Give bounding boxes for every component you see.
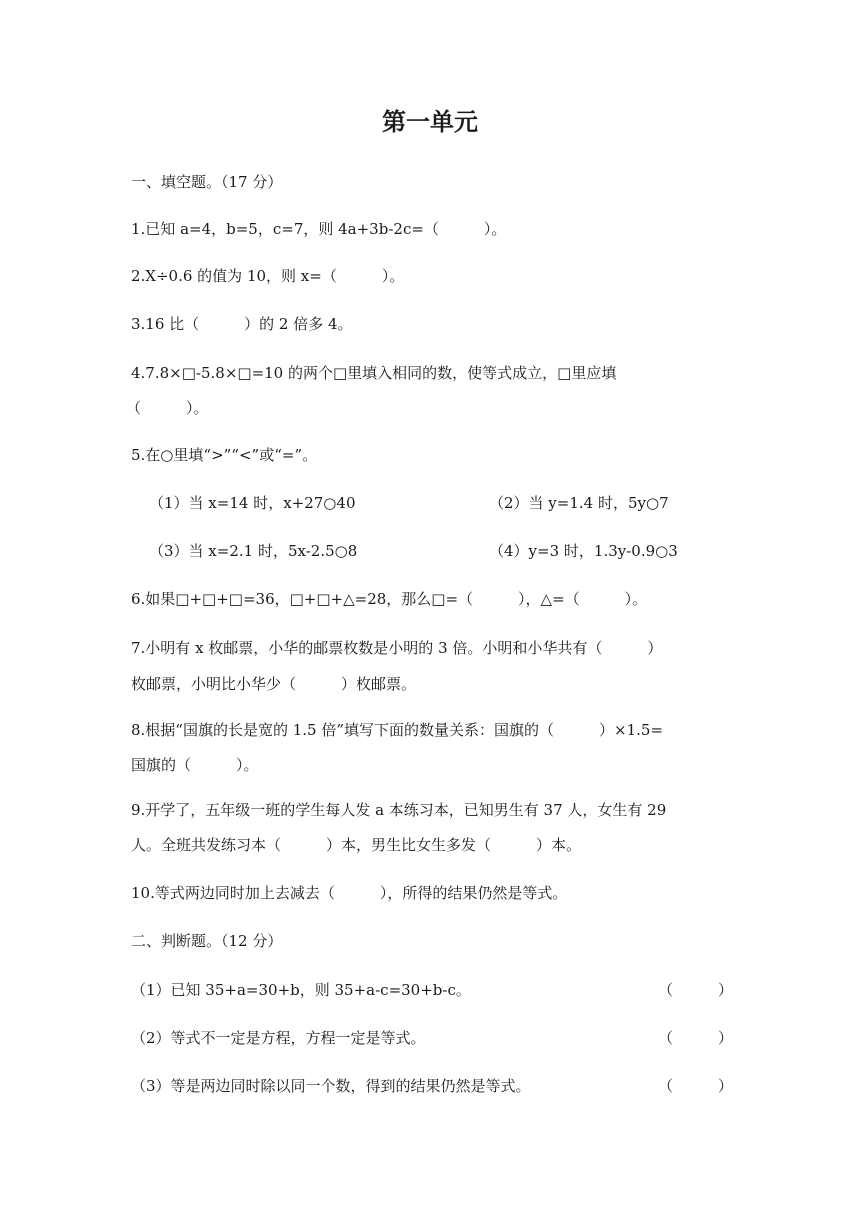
question-4-line-2: （ ）。 (126, 399, 209, 417)
section-heading-fill-in: 一、填空题。（17 分） (131, 173, 283, 191)
question-8-line-1: 8.根据“国旗的长是宽的 1.5 倍”填写下面的数量关系：国旗的（ ）×1.5= (131, 721, 664, 739)
question-8-line-2: 国旗的（ ）。 (131, 756, 259, 774)
question-3: 3.16 比（ ）的 2 倍多 4。 (131, 315, 353, 333)
question-7-line-1: 7.小明有 x 枚邮票，小华的邮票枚数是小明的 3 倍。小明和小华共有（ ） (131, 639, 663, 657)
question-5: 5.在○里填“>”“<”或“=”。 (131, 446, 318, 464)
question-5-item-1: （1）当 x=14 时，x+27○40 (149, 494, 356, 512)
question-7-line-2: 枚邮票，小明比小华少（ ）枚邮票。 (131, 675, 417, 693)
question-10: 10.等式两边同时加上去减去（ ），所得的结果仍然是等式。 (131, 884, 568, 902)
question-9-line-1: 9.开学了，五年级一班的学生每人发 a 本练习本，已知男生有 37 人，女生有 29 (131, 801, 667, 819)
question-6: 6.如果□+□+□=36，□+□+△=28，那么□=（ ），△=（ ）。 (131, 590, 648, 608)
question-5-item-4: （4）y=3 时，1.3y-0.9○3 (489, 542, 678, 560)
judge-item-3-answer: （ ） (658, 1077, 734, 1095)
question-5-item-3: （3）当 x=2.1 时，5x-2.5○8 (149, 542, 358, 560)
judge-item-3: （3）等是两边同时除以同一个数，得到的结果仍然是等式。 (131, 1077, 531, 1095)
page-title: 第一单元 (382, 107, 478, 136)
section-heading-true-false: 二、判断题。（12 分） (131, 932, 283, 950)
question-4-line-1: 4.7.8×□-5.8×□=10 的两个□里填入相同的数，使等式成立，□里应填 (131, 364, 617, 382)
judge-item-1: （1）已知 35+a=30+b，则 35+a-c=30+b-c。 (131, 981, 471, 999)
question-1: 1.已知 a=4，b=5，c=7，则 4a+3b-2c=（ ）。 (131, 220, 507, 238)
question-5-item-2: （2）当 y=1.4 时，5y○7 (489, 494, 669, 512)
question-2: 2.X÷0.6 的值为 10，则 x=（ ）。 (131, 267, 405, 285)
question-9-line-2: 人。全班共发练习本（ ）本，男生比女生多发（ ）本。 (131, 836, 582, 854)
judge-item-2: （2）等式不一定是方程，方程一定是等式。 (131, 1029, 426, 1047)
judge-item-1-answer: （ ） (658, 981, 734, 999)
judge-item-2-answer: （ ） (658, 1029, 734, 1047)
